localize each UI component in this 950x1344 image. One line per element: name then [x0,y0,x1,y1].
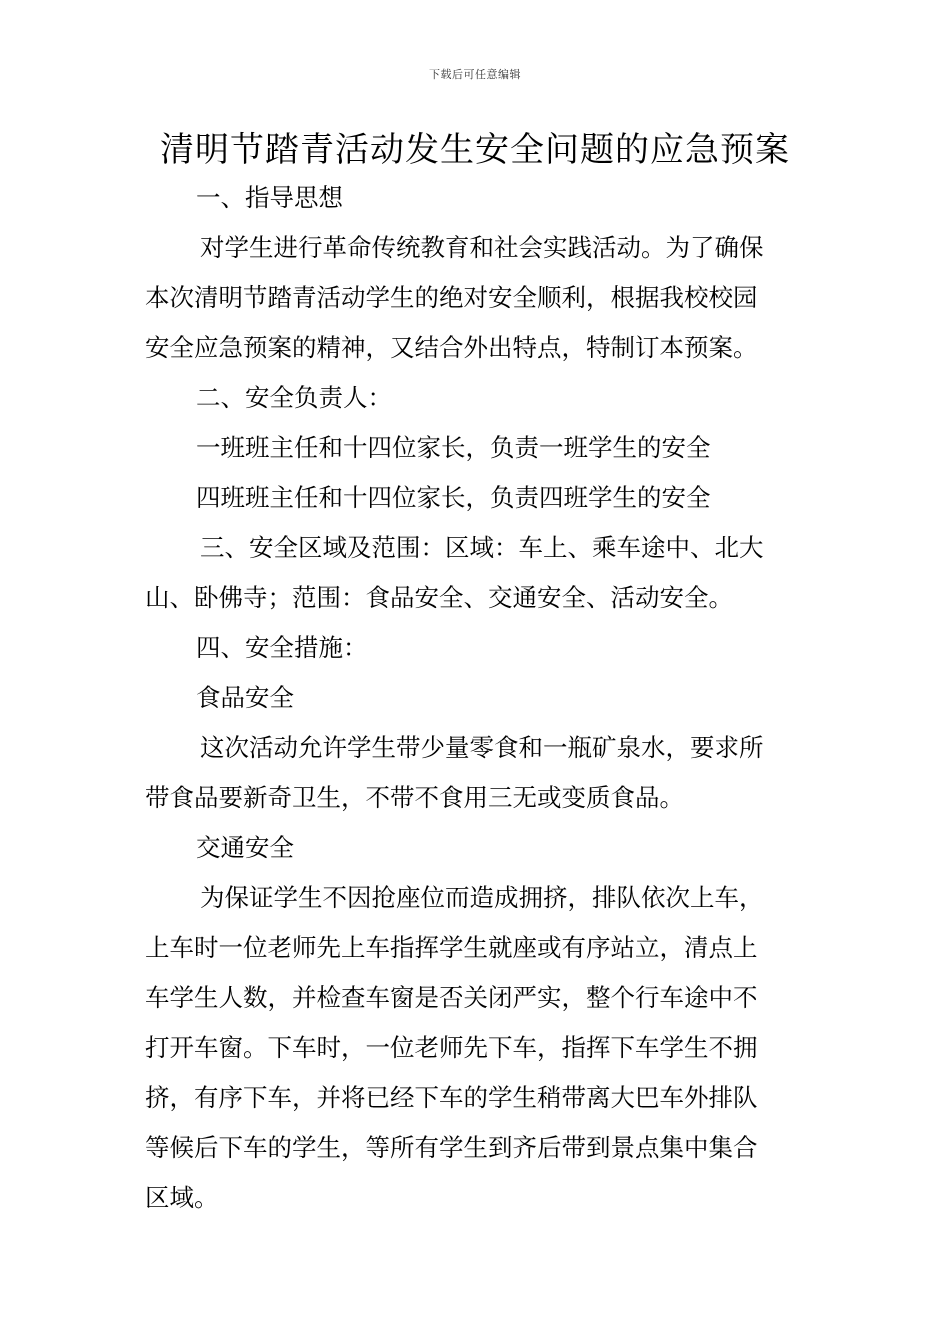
paragraph-line: 为保证学生不因抢座位而造成拥挤，排队依次上车， [200,883,764,912]
paragraph-line: 山、卧佛寺；范围：食品安全、交通安全、活动安全。 [145,583,733,612]
header-note: 下载后可任意编辑 [429,68,521,81]
paragraph-line: 一班班主任和十四位家长，负责一班学生的安全 [196,433,711,462]
paragraph-line: 区域。 [145,1183,219,1212]
subheading-food-safety: 食品安全 [196,683,294,712]
section-heading-responsible-persons: 二、安全负责人： [196,383,392,412]
paragraph-line: 安全应急预案的精神，又结合外出特点，特制订本预案。 [145,333,758,362]
paragraph-line: 带食品要新奇卫生，不带不食用三无或变质食品。 [145,783,684,812]
paragraph-line: 等候后下车的学生，等所有学生到齐后带到景点集中集合 [145,1133,758,1162]
paragraph-line: 四班班主任和十四位家长，负责四班学生的安全 [196,483,711,512]
paragraph-line: 对学生进行革命传统教育和社会实践活动。为了确保 [200,233,764,262]
paragraph-line: 这次活动允许学生带少量零食和一瓶矿泉水，要求所 [200,733,764,762]
subheading-traffic-safety: 交通安全 [196,833,294,862]
paragraph-line: 打开车窗。下车时，一位老师先下车，指挥下车学生不拥 [145,1033,758,1062]
paragraph-line: 上车时一位老师先上车指挥学生就座或有序站立，清点上 [145,933,758,962]
paragraph-line: 本次清明节踏青活动学生的绝对安全顺利，根据我校校园 [145,283,758,312]
section-heading-safety-area: 三、安全区域及范围：区域：车上、乘车途中、北大 [200,533,764,562]
paragraph-line: 车学生人数，并检查车窗是否关闭严实，整个行车途中不 [145,983,758,1012]
section-heading-guiding-thought: 一、指导思想 [196,183,343,212]
paragraph-line: 挤，有序下车，并将已经下车的学生稍带离大巴车外排队 [145,1083,758,1112]
section-heading-safety-measures: 四、安全措施： [196,633,368,662]
document-title: 清明节踏青活动发生安全问题的应急预案 [160,130,790,170]
